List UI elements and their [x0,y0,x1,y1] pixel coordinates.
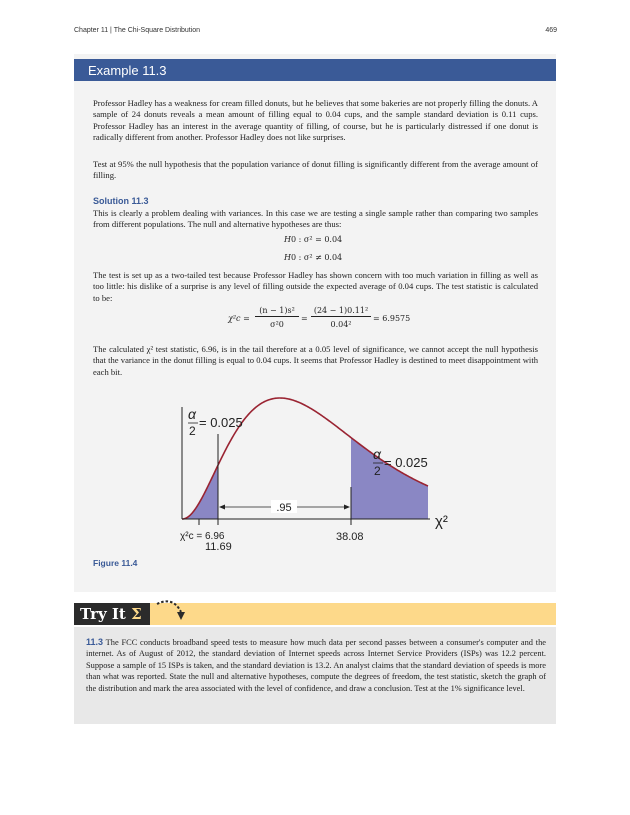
solution-paragraph-2: The test is set up as a two-tailed test because Professor Hadley has shown concern with too much variation in filling as well as too little: his dislike of a surprise is any level of filling outside the expected average of 0.04 cups. The test statistic is calculated to be: [93,270,538,303]
running-header: Chapter 11 | The Chi-Square Distribution [74,27,201,34]
formula-denominator-2: 0.04² [330,320,352,329]
formula-denominator-1: σ²0 [270,320,284,329]
left-alpha-symbol: α [188,406,196,422]
right-alpha-two: 2 [374,464,381,478]
right-alpha-label: = 0.025 [384,455,428,470]
calc-value-label: χ²c = 6.96 [180,531,225,542]
page-number: 469 [545,27,557,34]
left-alpha-label: = 0.025 [199,415,243,430]
middle-arrow-head-left [219,505,225,510]
try-it-label: Try It Σ [74,603,150,625]
example-title: Example 11.3 [88,63,167,78]
right-tail-region [351,438,428,519]
figure-caption: Figure 11.4 [93,558,138,568]
formula-numerator-1: (n − 1)s² [255,306,299,317]
left-alpha-two: 2 [189,424,196,438]
null-hypothesis: H0 : σ² = 0.04 [284,235,343,244]
formula-numerator-2: (24 − 1)0.11² [311,306,371,317]
solution-paragraph-1: This is clearly a problem dealing with variances. In this case we are testing a single sample rather than comparing two samples from different populations. The null and alternative hypotheses are thus: [93,208,538,230]
alternative-hypothesis: H0 : σ² ≠ 0.04 [284,253,343,262]
middle-arrow-head-right [344,505,350,510]
try-it-number: 11.3 [86,637,104,647]
chi-square-figure [170,392,450,552]
left-tail-region [182,465,218,519]
axis-label: χ² [435,513,448,530]
left-critical-label: 11.69 [205,541,232,552]
solution-title: Solution 11.3 [93,196,149,206]
solution-paragraph-3: The calculated χ² test statistic, 6.96, is in the tail therefore at a 0.05 level of significance, we cannot accept the null hypothesis that the variance in the donut filling is equal to 0.04 cups. It seems that Professor Hadley is destined to meet disappointment with each bit. [93,344,538,377]
problem-paragraph-1: Professor Hadley has a weakness for cream filled donuts, but he believes that some bakeries are not properly filling the donuts. A sample of 24 donuts reveals a mean amount of filling equal to 0.04 cups, and the sample standard deviation is 0.11 cups. Professor Hadley has an interest in the average quantity of filling, of course, but he is particularly distressed if one donut is radically different from another. Professor Hadley does not like surprises. [93,98,538,142]
formula-result: = 6.9575 [373,314,411,323]
middle-area-label: .95 [276,502,292,514]
problem-paragraph-2: Test at 95% the null hypothesis that the population variance of donut filling is significantly different from the average amount of filling. [93,159,538,181]
right-critical-label: 38.08 [336,531,364,543]
try-it-arrow-icon [153,598,189,626]
right-alpha-symbol: α [373,446,381,462]
try-it-text: 11.3 The FCC conducts broadband speed tests to measure how much data per second passes between a consumer's computer and the internet. As of August of 2012, the standard deviation of Internet speeds across Internet Service Providers (ISPs) was 12.2 percent. Suppose a sample of 15 ISPs is taken, and the standard deviation is 13.2. An analyst claims that the standard deviation of speeds is more than what was reported. State the null and alternative hypotheses, compute the degrees of freedom, the test statistic, sketch the graph of the distribution and mark the area associated with the level of confidence, and draw a conclusion. Test at the 1% significance level. [86,637,546,693]
